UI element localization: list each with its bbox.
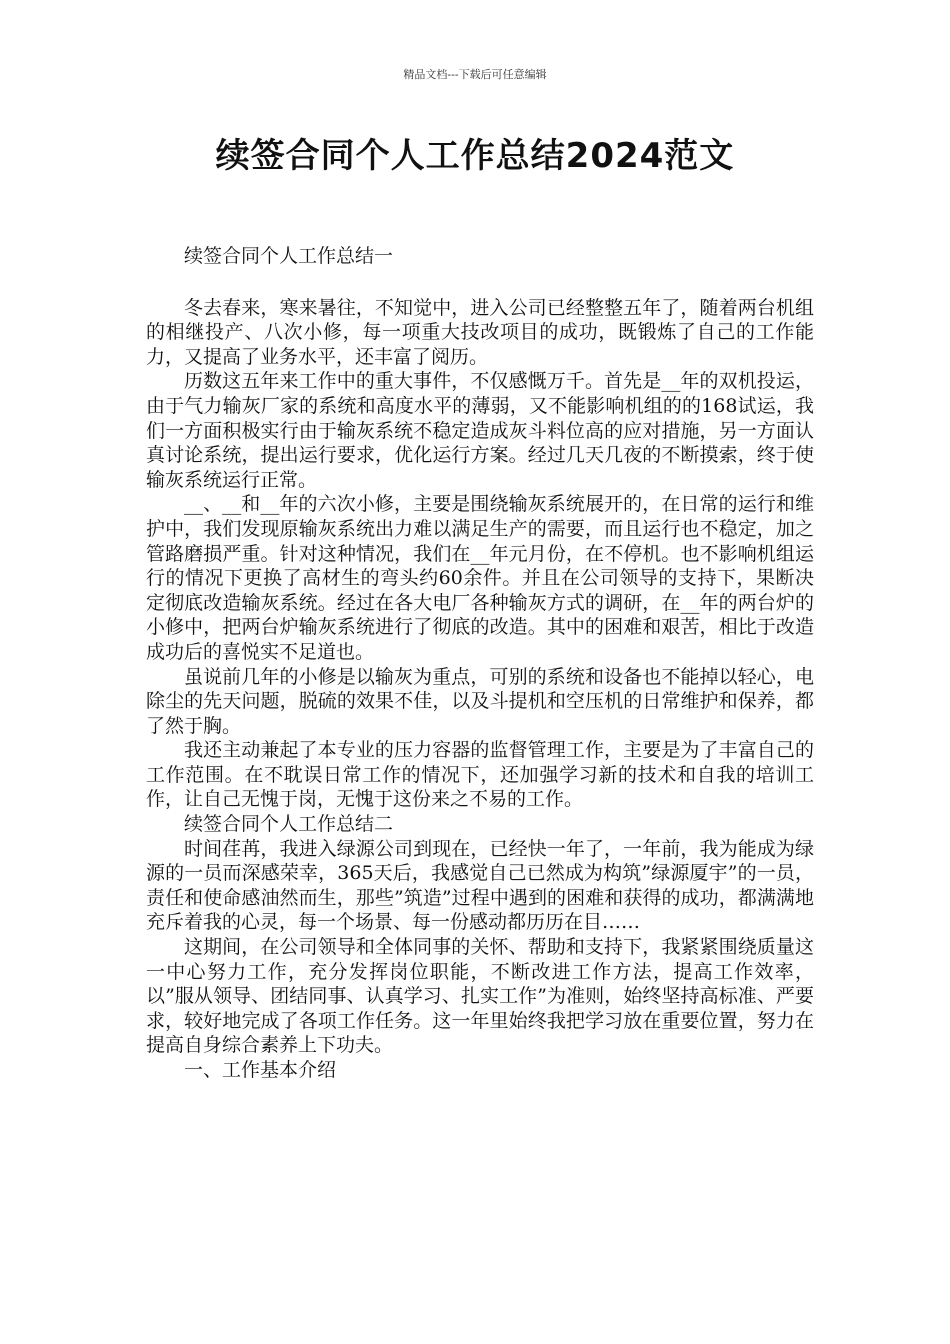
paragraph: 冬去春来，寒来暑往，不知觉中，进入公司已经整整五年了，随着两台机组的相继投产、八次小修，每一项重大技改项目的成功，既锻炼了自己的工作能力，又提高了业务水平，还丰富了阅历。	[146, 296, 814, 368]
paragraph: __、__和__年的六次小修，主要是围绕输灰系统展开的，在日常的运行和维护中，我们发现原输灰系统出力难以满足生产的需要，而且运行也不稳定，加之管路磨损严重。针对这种情况，我们在__年元月份，在不停机。也不影响机组运行的情况下更换了高材生的弯头约60余件。并且在公司领导的支持下，果断决定彻底改造输灰系统。经过在各大电厂各种输灰方式的调研，在__年的两台炉的小修中，把两台炉输灰系统进行了彻底的改造。其中的困难和艰苦，相比于改造成功后的喜悦实不足道也。	[146, 493, 814, 663]
section-heading-two: 续签合同个人工作总结二	[184, 813, 394, 836]
document-body	[146, 244, 814, 1083]
paragraph: 历数这五年来工作中的重大事件，不仅感慨万千。首先是__年的双机投运，由于气力输灰厂家的系统和高度水平的薄弱，又不能影响机组的的168试运，我们一方面积极实行由于输灰系统不稳定造成灰斗料位高的应对措施，另一方面认真讨论系统，提出运行要求，优化运行方案。经过几天几夜的不断摸索，终于使输灰系统运行正常。	[146, 370, 814, 491]
header-note: 精品文档---下载后可任意编辑	[403, 68, 547, 81]
document-title: 续签合同个人工作总结2024范文	[215, 136, 735, 176]
paragraph: 这期间，在公司领导和全体同事的关怀、帮助和支持下，我紧紧围绕质量这一中心努力工作，充分发挥岗位职能，不断改进工作方法，提高工作效率，以”服从领导、团结同事、认真学习、扎实工作”为准则，始终坚持高标准、严要求，较好地完成了各项工作任务。这一年里始终我把学习放在重要位置，努力在提高自身综合素养上下功夫。	[146, 936, 814, 1057]
paragraph: 我还主动兼起了本专业的压力容器的监督管理工作，主要是为了丰富自己的工作范围。在不耽误日常工作的情况下，还加强学习新的技术和自我的培训工作，让自己无愧于岗，无愧于这份来之不易的工作。	[146, 739, 814, 811]
section-heading-one: 续签合同个人工作总结一	[184, 245, 394, 267]
paragraph: 虽说前几年的小修是以输灰为重点，可别的系统和设备也不能掉以轻心，电除尘的先天问题，脱硫的效果不佳，以及斗提机和空压机的日常维护和保养，都了然于胸。	[146, 665, 814, 737]
paragraph: 时间荏苒，我进入绿源公司到现在，已经快一年了，一年前，我为能成为绿源的一员而深感荣幸，365天后，我感觉自己已然成为构筑”绿源厦宇”的一员，责任和使命感油然而生，那些”筑造”过程中遇到的困难和获得的成功，都满满地充斥着我的心灵，每一个场景、每一份感动都历历在目……	[146, 837, 814, 934]
subsection-heading: 一、工作基本介绍	[184, 1059, 337, 1081]
